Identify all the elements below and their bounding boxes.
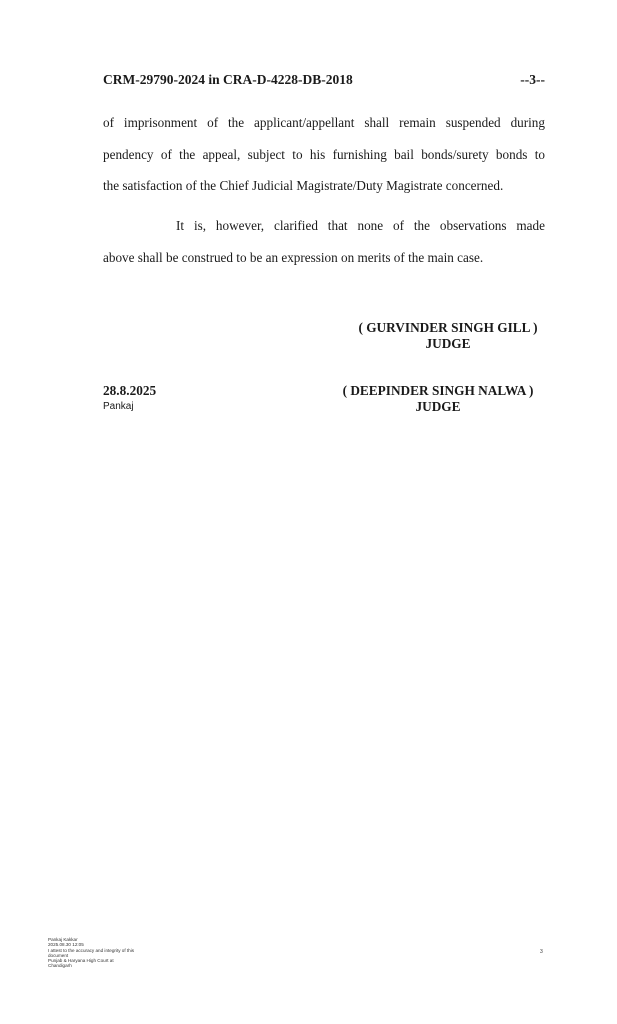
paragraph-line: the satisfaction of the Chief Judicial Magistrate/Duty Magistrate concerned.	[103, 178, 504, 193]
judge-title: JUDGE	[425, 336, 471, 351]
stamp-line: document	[48, 952, 69, 958]
judge-name: ( GURVINDER SINGH GILL )	[358, 320, 538, 335]
stamp-line: Pankaj Kakkar	[48, 937, 78, 942]
order-paragraph-2	[103, 210, 545, 273]
paragraph-line: of imprisonment of the applicant/appellant shall remain suspended during	[103, 115, 545, 130]
signature-block-nalwa	[320, 383, 556, 415]
typist-initials: Pankaj	[103, 401, 134, 412]
page-header	[103, 72, 545, 92]
paragraph-line: It is, however, clarified that none of the observations made	[176, 218, 545, 233]
stamp-line: 2025.08.30 12:05	[48, 942, 84, 948]
judge-name: ( DEEPINDER SINGH NALWA )	[342, 383, 534, 398]
digital-signature-stamp	[48, 937, 134, 969]
case-number: CRM-29790-2024 in CRA-D-4228-DB-2018	[103, 72, 353, 87]
stamp-line: Chandigarh	[48, 963, 72, 969]
stamp-line: I attest to the accuracy and integrity of this	[48, 947, 135, 953]
stamp-line: Punjab & Haryana High Court at	[48, 958, 114, 964]
order-date: 28.8.2025	[103, 383, 157, 398]
footer-page-number: 3	[540, 949, 543, 955]
signature-block-gill	[330, 320, 566, 352]
order-paragraph-1	[103, 107, 545, 202]
paragraph-line: pendency of the appeal, subject to his furnishing bail bonds/surety bonds to	[103, 146, 545, 162]
paragraph-line: above shall be construed to be an expression on merits of the main case.	[103, 249, 484, 265]
page-marker: --3--	[520, 72, 545, 87]
judge-title: JUDGE	[415, 399, 461, 414]
